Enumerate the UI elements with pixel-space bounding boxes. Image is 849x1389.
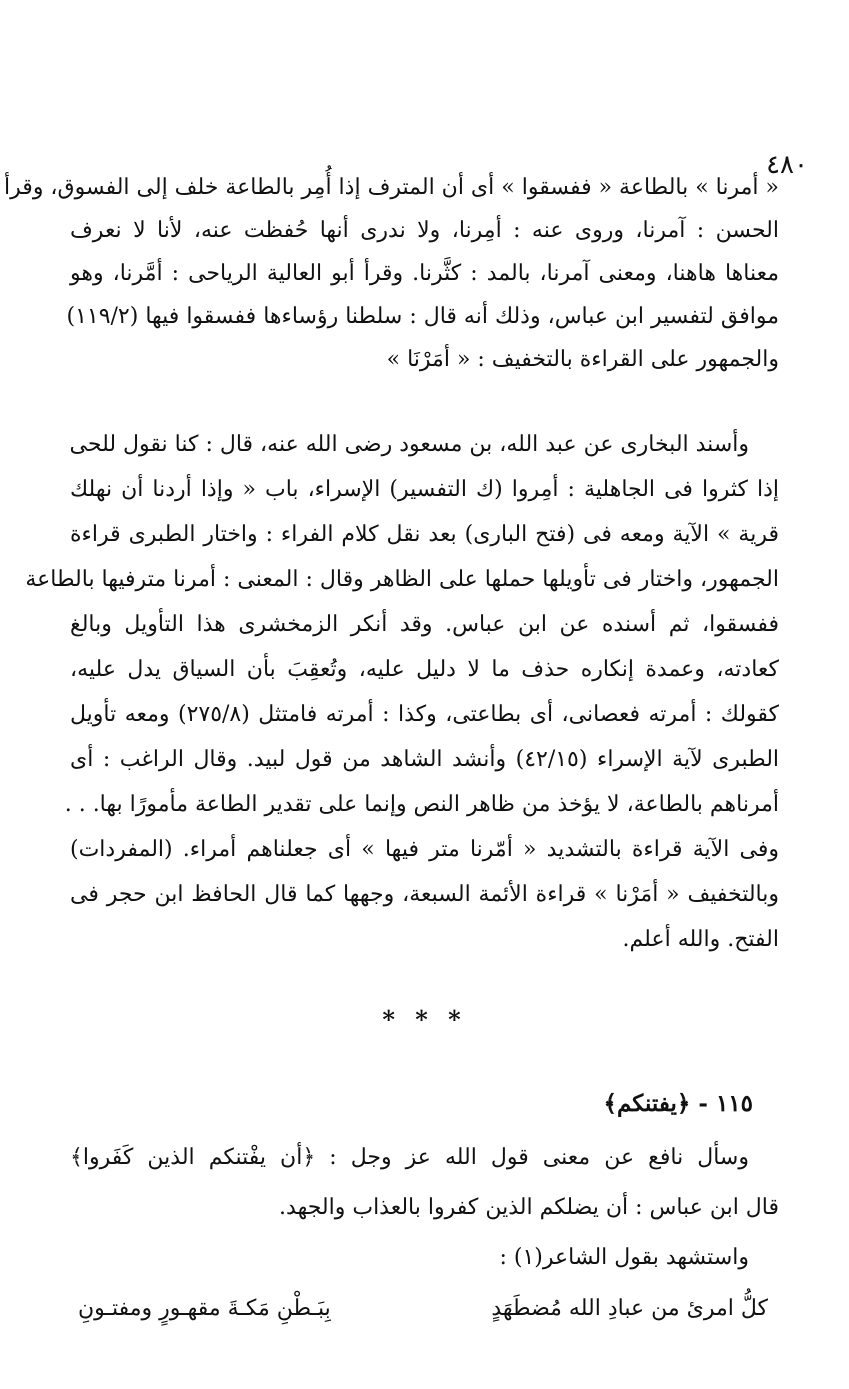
text-line: وأسند البخارى عن عبد الله، بن مسعود رضى الله عنه، قال : كنا نقول للحى <box>69 432 749 457</box>
text-line: الجمهور، واختار فى تأويلها حملها على الظاهر وقال : المعنى : أمرنا مترفيها بالطاعة <box>25 567 779 592</box>
text-line: والجمهور على القراءة بالتخفيف : « أمَرْنَا » <box>386 347 779 372</box>
text-line: إذا كثروا فى الجاهلية : أمِروا (ك التفسير) الإسراء، باب « وإذا أردنا أن نهلك <box>70 477 779 502</box>
text-line: الفتح. والله أعلم. <box>622 927 779 952</box>
verse-second-hemistich: بِبَـطْنِ مَكـةَ مقهـورٍ ومفتـونِ <box>78 1296 331 1321</box>
text-line: كقولك : أمرته فعصانى، أى بطاعتى، وكذا : أمرته فامتثل (٢٧٥/٨) ومعه تأويل <box>70 702 779 727</box>
text-line: موافق لتفسير ابن عباس، وذلك أنه قال : سلطنا رؤساءها ففسقوا فيها (١١٩/٢) <box>66 304 779 329</box>
text-line: وفى الآية قراءة بالتشديد « أمّرنا متر فيها » أى جعلناهم أمراء. (المفردات) <box>70 837 779 862</box>
text-line: قال ابن عباس : أن يضلكم الذين كفروا بالعذاب والجهد. <box>279 1195 779 1220</box>
text-line: أمرناهم بالطاعة، لا يؤخذ من ظاهر النص وإنما على تقدير الطاعة مأمورًا بها. . . <box>64 792 779 817</box>
text-line: وسأل نافع عن معنى قول الله عز وجل : ﴿أن يفْتنكم الذين كَفَروا﴾ <box>70 1145 749 1170</box>
entry-heading: ١١٥ - ﴿يفتنكم﴾ <box>603 1090 753 1117</box>
text-line: معناها هاهنا، ومعنى آمرنا، بالمد : كثَّرنا. وقرأ أبو العالية الرياحى : أمَّرنا، وهو <box>70 261 779 286</box>
verse-first-hemistich: كلُّ امرئ من عبادِ الله مُضطَهَدٍ <box>491 1296 768 1321</box>
text-line: الحسن : آمرنا، وروى عنه : أمِرنا، ولا ندرى أنها حُفظت عنه، لأنا لا نعرف <box>70 218 779 243</box>
text-line: الطبرى لآية الإسراء (٤٢/١٥) وأنشد الشاهد من قول لبيد. وقال الراغب : أى <box>70 747 780 772</box>
text-line: كعادته، وعمدة إنكاره حذف ما لا دليل عليه، وتُعقِبَ بأن السياق يدل عليه، <box>70 657 779 682</box>
poetry-verse <box>78 1287 768 1335</box>
text-line: ففسقوا، ثم أسنده عن ابن عباس. وقد أنكر الزمخشرى هذا التأويل وبالغ <box>70 612 779 637</box>
text-line: « أمرنا » بالطاعة « ففسقوا » أى أن المترف إذا أُمِر بالطاعة خلف إلى الفسوق، وقرأ <box>4 175 779 200</box>
section-separator: * * * <box>382 1005 467 1034</box>
page-number: ٤٨٠ <box>766 150 808 180</box>
text-line: واستشهد بقول الشاعر(١) : <box>499 1245 749 1270</box>
text-line: قرية » الآية ومعه فى (فتح البارى) بعد نقل كلام الفراء : واختار الطبرى قراءة <box>70 522 779 547</box>
text-line: وبالتخفيف « أمَرْنا » قراءة الأئمة السبعة، وجهها كما قال الحافظ ابن حجر فى <box>70 882 779 907</box>
